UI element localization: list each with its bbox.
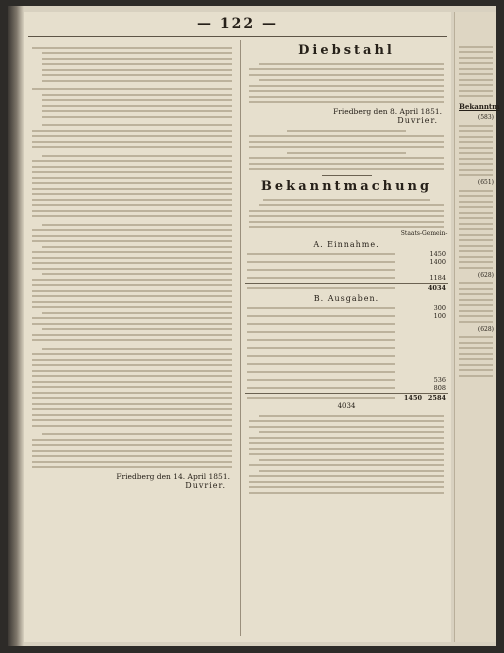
expense-row: 300 xyxy=(245,304,448,312)
income-table xyxy=(245,250,448,282)
income-row: 1400 xyxy=(245,258,448,266)
separator-line xyxy=(322,175,372,176)
description-block xyxy=(245,125,448,172)
budget-notice-body xyxy=(245,194,448,230)
final-paragraph xyxy=(28,429,236,471)
expense-row xyxy=(245,320,448,328)
page-number: — 122 — xyxy=(197,16,278,32)
expense-row: 536 xyxy=(245,376,448,384)
closing-paragraph xyxy=(28,343,236,429)
village-list-block xyxy=(28,42,236,120)
budget-notice-title: Bekanntmachung xyxy=(260,179,433,194)
main-page xyxy=(24,12,451,642)
expenses-total-row: 1450 2584 xyxy=(245,393,448,401)
expense-row xyxy=(245,336,448,344)
next-page-edge xyxy=(454,12,500,642)
income-row xyxy=(245,266,448,274)
closing-date: Friedberg den 14. April 1851. xyxy=(116,472,230,481)
budget-explanation xyxy=(245,410,448,496)
budget-column-headers: Staats- Gemein- xyxy=(400,230,448,237)
recruitment-list xyxy=(28,219,236,343)
signature: Duvrier. xyxy=(185,481,226,490)
expense-row: 100 xyxy=(245,312,448,320)
next-page-number-2: (651) xyxy=(477,179,494,186)
recruitment-paragraph xyxy=(28,120,236,151)
expense-row xyxy=(245,352,448,360)
expense-row xyxy=(245,328,448,336)
expenses-table xyxy=(245,304,448,392)
expenses-grand-total: 4034 xyxy=(337,402,356,410)
next-page-section-label: Bekanntm xyxy=(459,102,500,111)
expenses-heading: B. Ausgaben. xyxy=(313,294,380,303)
next-page-fragment xyxy=(458,42,500,377)
right-column xyxy=(245,42,448,638)
recruitment-instructions xyxy=(28,150,236,219)
theft-notice-body xyxy=(245,58,448,105)
expense-row xyxy=(245,360,448,368)
income-row: 1184 xyxy=(245,274,448,282)
next-page-number-3: (628) xyxy=(477,271,494,279)
theft-notice-title: Diebstahl xyxy=(298,43,395,58)
income-row: 1450 xyxy=(245,250,448,258)
expense-row xyxy=(245,368,448,376)
theft-signature: Duvrier. xyxy=(397,116,438,125)
header-rule xyxy=(28,36,447,37)
income-total-row: 4034 xyxy=(245,283,448,291)
next-page-number-4: (628) xyxy=(477,325,494,333)
left-column xyxy=(28,42,236,638)
income-heading: A. Einnahme. xyxy=(313,240,380,249)
book-gutter xyxy=(8,6,24,646)
expense-row xyxy=(245,344,448,352)
theft-date: Friedberg den 8. April 1851. xyxy=(333,107,442,116)
column-divider xyxy=(240,40,241,636)
expense-row: 808 xyxy=(245,384,448,392)
open-book-spread xyxy=(8,6,500,646)
next-page-number-1: (583) xyxy=(477,114,494,121)
